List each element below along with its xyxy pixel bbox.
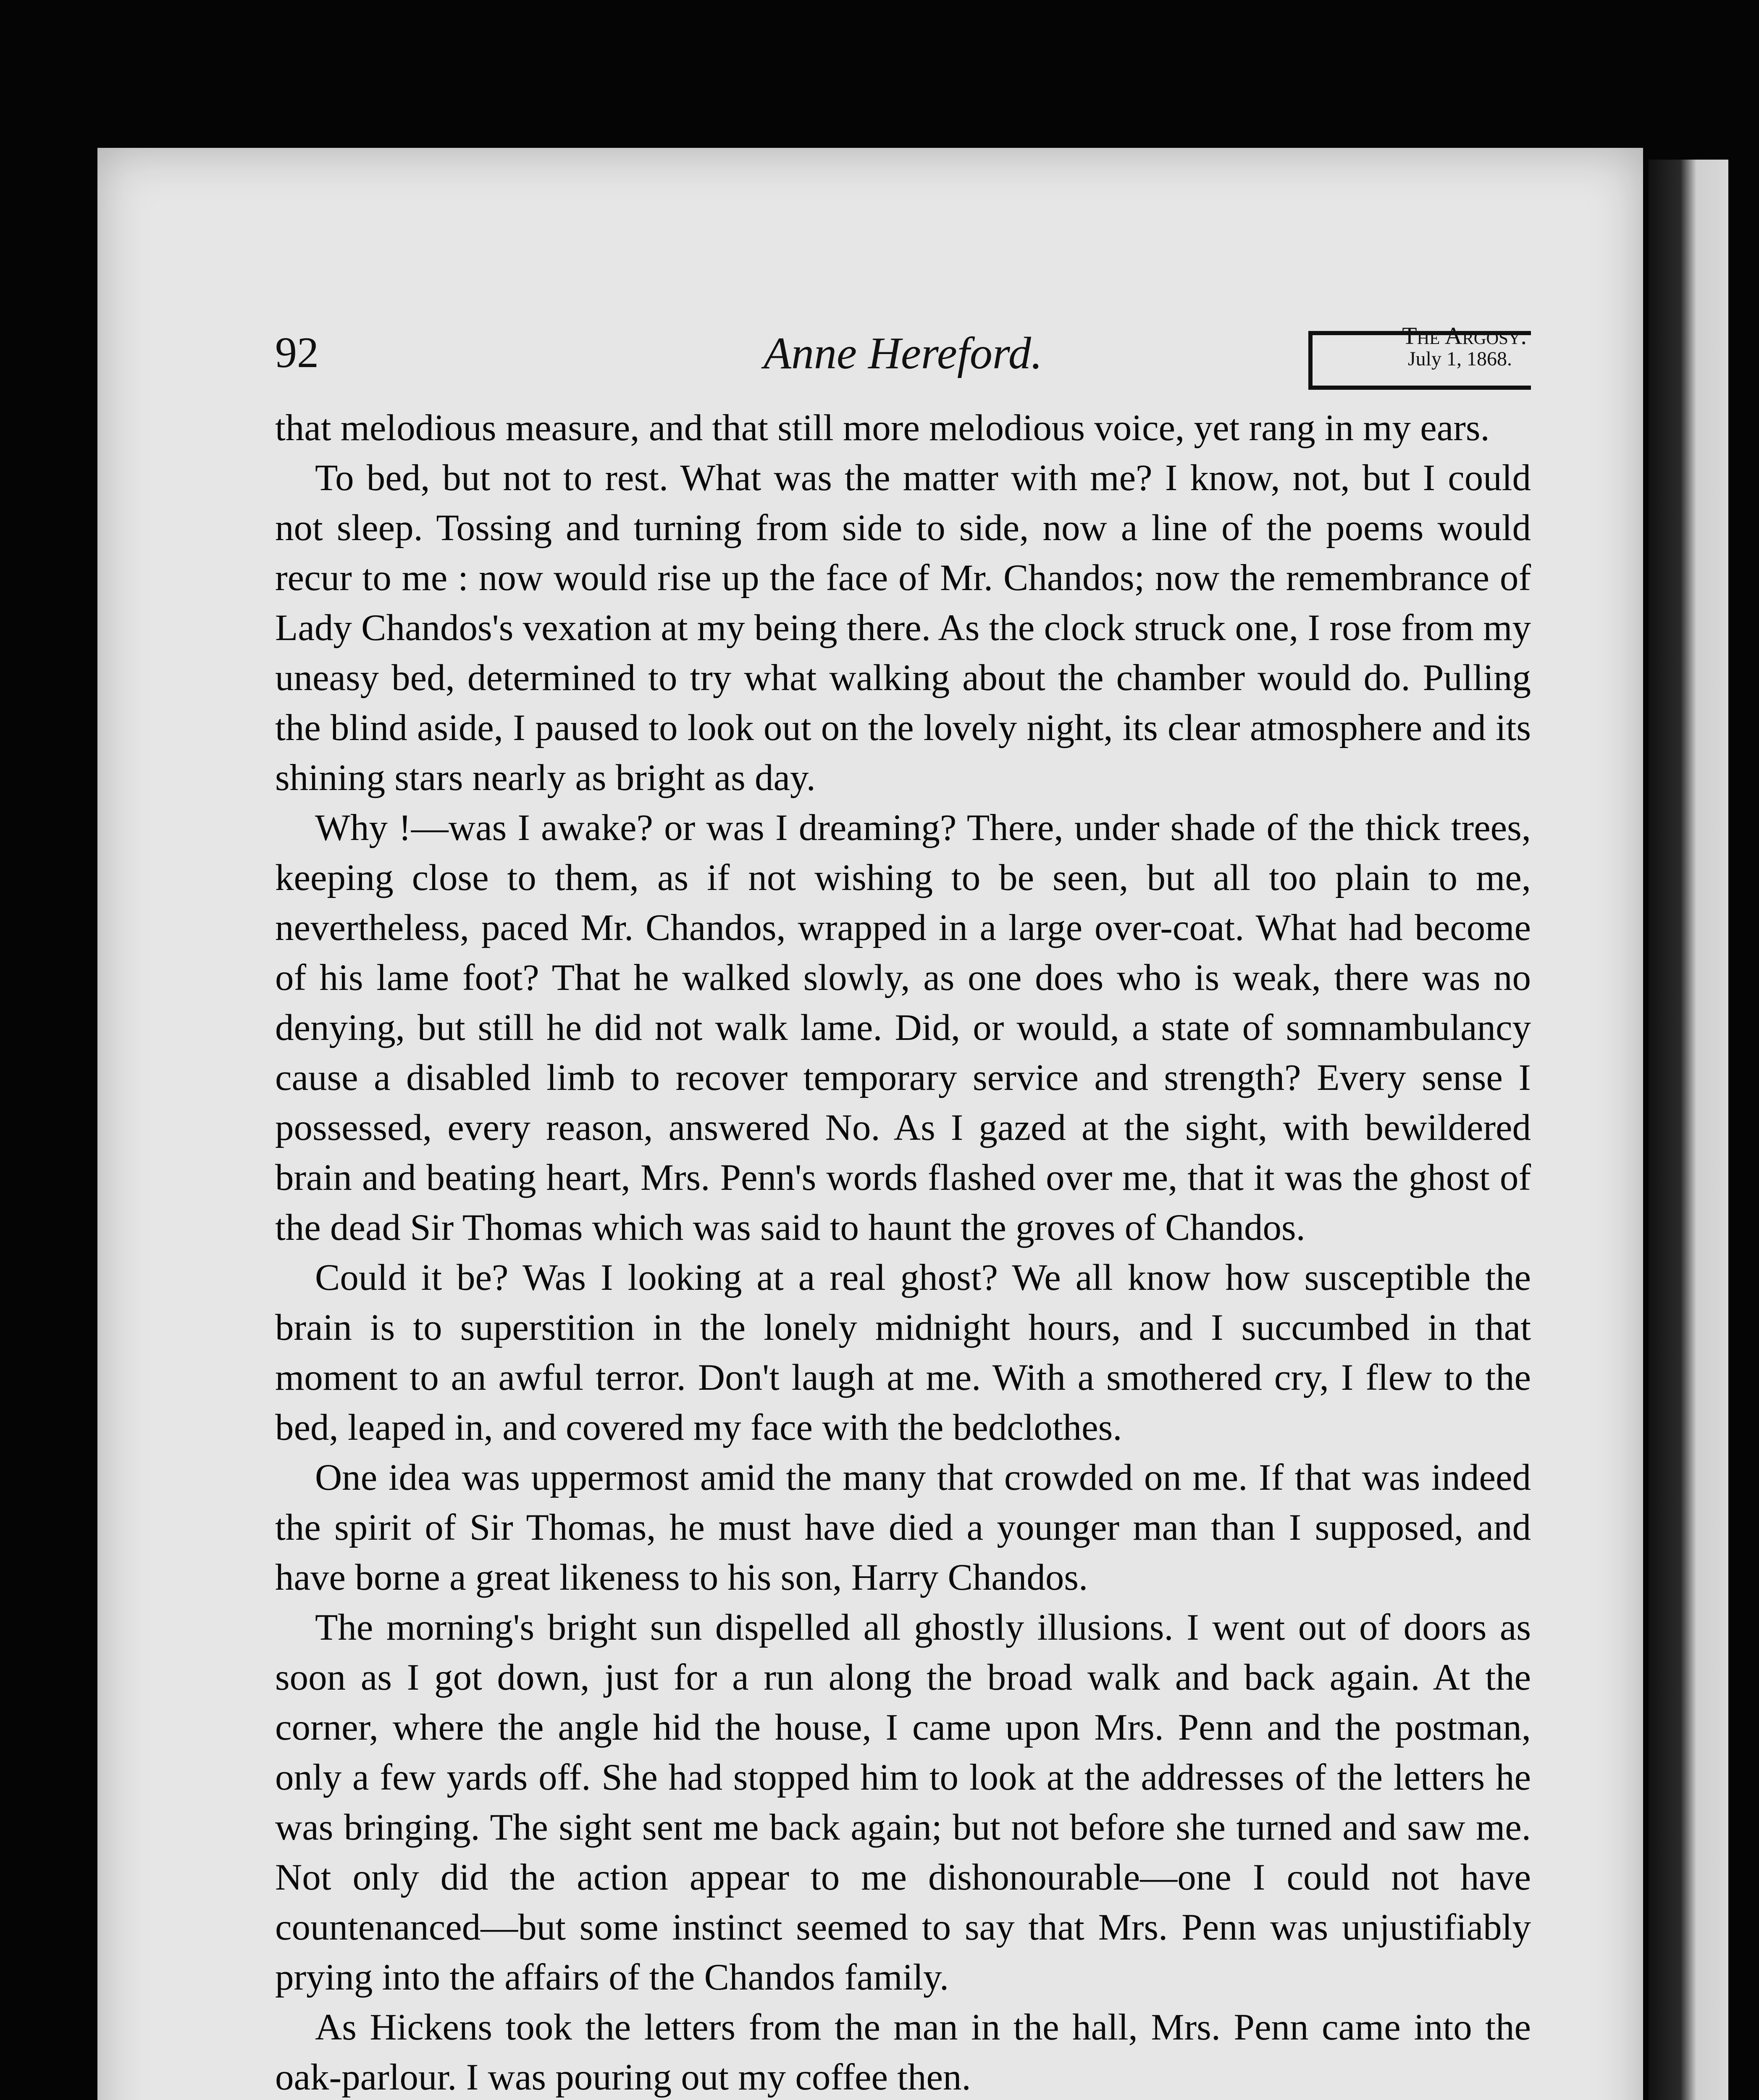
journal-name: The Argosy.	[1402, 322, 1527, 349]
paragraph-7: As Hickens took the letters from the man in the hall, Mrs. Penn came into the oak-parlour. I was pouring out my coffee then.	[275, 2007, 1531, 2098]
running-head	[275, 323, 1531, 382]
paragraph-4: Could it be? Was I looking at a real ghost? We all know how susceptible the brain is to superstition in the lonely midnight hours, and I succumbed in that moment to an awful terror. Don't laugh at me. With a smothered cry, I flew to the bed, leaped in, and covered my face with the bedclothes.	[275, 1257, 1531, 1448]
paragraph-2: To bed, but not to rest. What was the matter with me? I know, not, but I could not sleep. Tossing and turning from side to side, now a line of the poems would recur to me : now would rise up the face of Mr. Chandos; now the remembrance of Lady Chandos's vexation at my being there. As the clock struck one, I rose from my uneasy bed, determined to try what walking about the chamber would do. Pulling the blind aside, I paused to look out on the lovely night, its clear atmosphere and its shining stars nearly as bright as day.	[275, 457, 1531, 798]
paragraph-1: that melodious measure, and that still more melodious voice, yet rang in my ears.	[275, 407, 1490, 449]
running-title: Anne Hereford.	[764, 328, 1042, 378]
facing-page-edge	[1649, 160, 1728, 2100]
paragraph-5: One idea was uppermost amid the many that crowded on me. If that was indeed the spirit of Sir Thomas, he must have died a younger man than I supposed, and have borne a great likeness to his son, Harry Chandos.	[275, 1457, 1531, 1598]
paragraph-3: Why !—was I awake? or was I dreaming? There, under shade of the thick trees, keeping close to them, as if not wishing to be seen, but all too plain to me, nevertheless, paced Mr. Chandos, wrapped in a large over-coat. What had become of his lame foot? That he walked slowly, as one does who is weak, there was no denying, but still he did not walk lame. Did, or would, a state of somnambulancy cause a disabled limb to recover temporary service and strength? Every sense I possessed, every reason, answered No. As I gazed at the sight, with bewildered brain and beating heart, Mrs. Penn's words flashed over me, that it was the ghost of the dead Sir Thomas which was said to haunt the groves of Chandos.	[275, 807, 1531, 1248]
page-number: 92	[275, 328, 319, 377]
paragraph-6: The morning's bright sun dispelled all ghostly illusions. I went out of doors as soon as I got down, just for a run along the broad walk and back again. At the corner, where the angle hid the house, I came upon Mrs. Penn and the postman, only a few yards off. She had stopped him to look at the addresses of the letters he was bringing. The sight sent me back again; but not before she turned and saw me. Not only did the action appear to me dishonourable—one I could not have countenanced—but some instinct seemed to say that Mrs. Penn was unjustifiably prying into the affairs of the Chandos family.	[275, 1607, 1531, 1998]
issue-date: July 1, 1868.	[1407, 348, 1512, 370]
body-text	[275, 403, 1531, 2100]
